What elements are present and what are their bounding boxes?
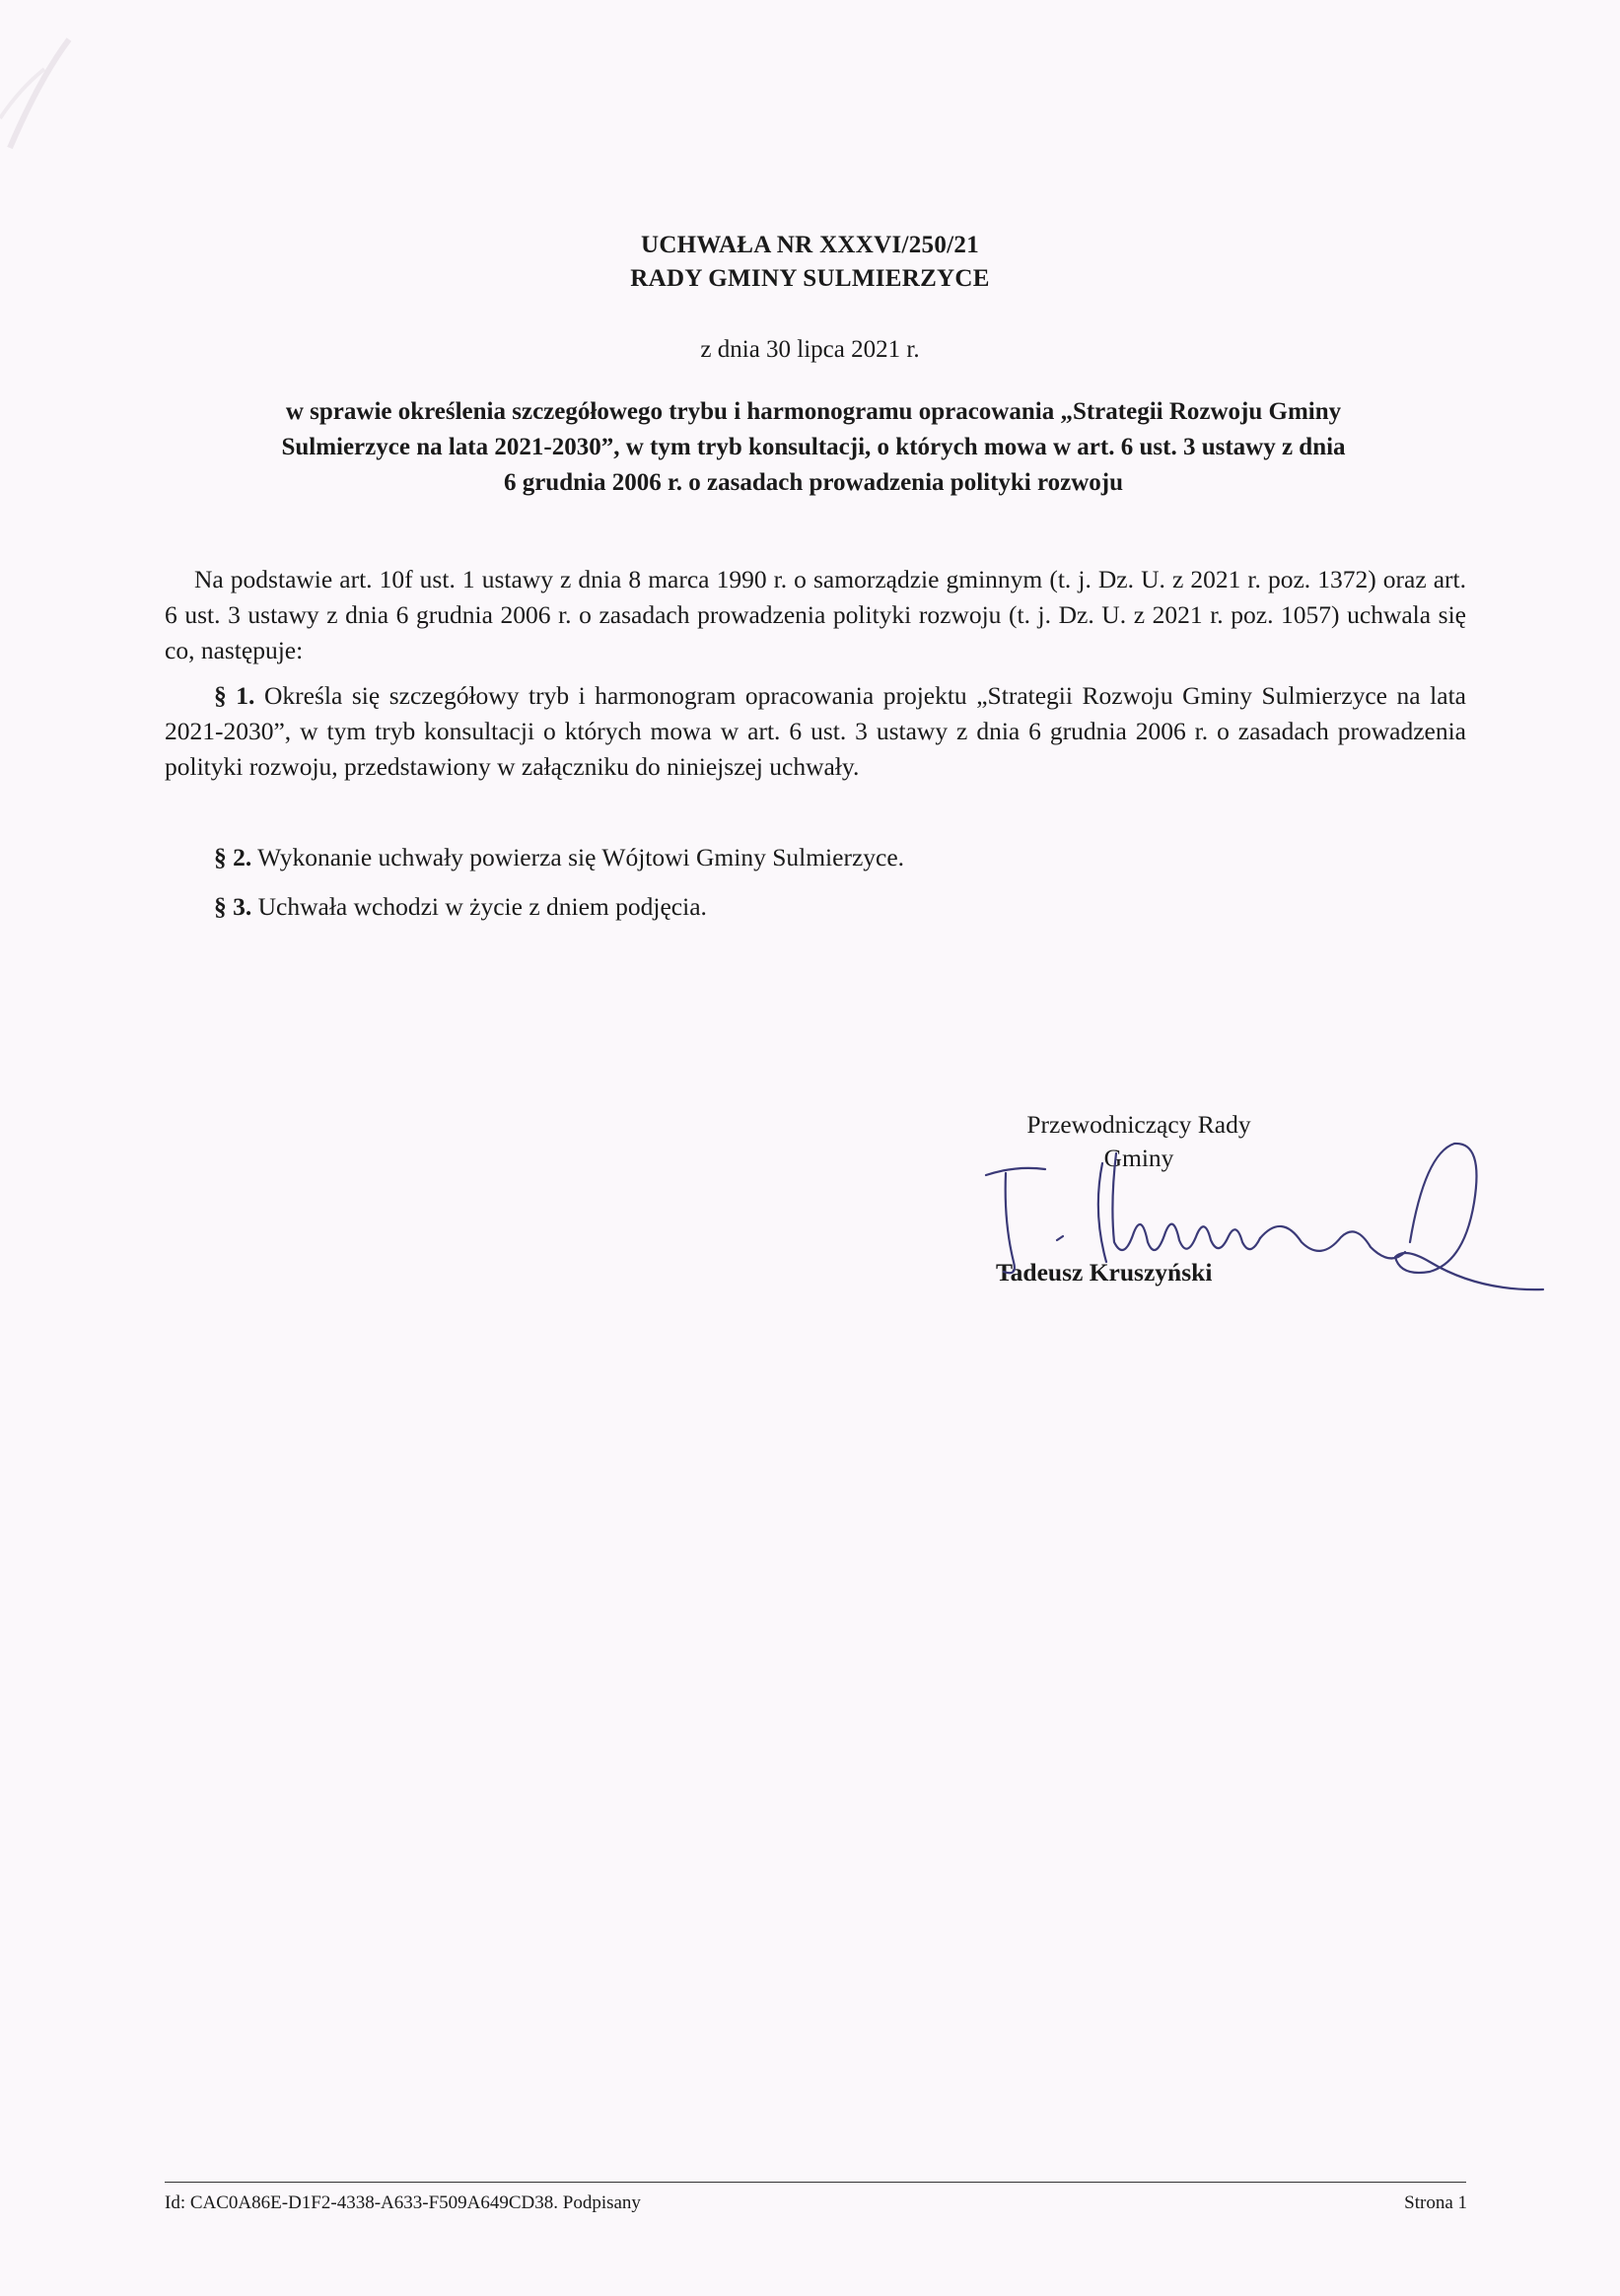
scan-artifact-mark	[0, 0, 158, 197]
section-3-number: § 3.	[214, 892, 252, 921]
subject-line-2: Sulmierzyce na lata 2021-2030”, w tym tryb konsultacji, o których mowa w art. 6 ust. 3 ustawy z dnia	[281, 434, 1346, 460]
footer-divider	[165, 2182, 1466, 2183]
section-1	[165, 678, 1466, 785]
section-2	[214, 840, 1466, 875]
signatory-name: Tadeusz Kruszyński	[996, 1258, 1213, 1287]
section-1-text: Określa się szczegółowy tryb i harmonogram opracowania projektu „Strategii Rozwoju Gminy Sulmierzyce na lata 2021-2030”, w tym tryb konsultacji o których mowa w art. 6 ust. 3 ustawy z dnia 6 grudnia 2006 r. o zasadach prowadzenia polityki rozwoju, przedstawiony w załączniku do niniejszej uchwały.	[165, 681, 1466, 781]
legal-basis-paragraph: Na podstawie art. 10f ust. 1 ustawy z dnia 8 marca 1990 r. o samorządzie gminnym (t. j. Dz. U. z 2021 r. poz. 1372) oraz art. 6 ust. 3 ustawy z dnia 6 grudnia 2006 r. o zasadach prowadzenia polityki rozwoju (t. j. Dz. U. z 2021 r. poz. 1057) uchwala się co, następuje:	[165, 565, 1466, 664]
signatory-role-line-1: Przewodniczący Rady	[1026, 1110, 1251, 1139]
document-id: Id: CAC0A86E-D1F2-4338-A633-F509A649CD38. Podpisany	[165, 2192, 641, 2213]
council-name: RADY GMINY SULMIERZYCE	[630, 265, 990, 292]
section-2-text: Wykonanie uchwały powierza się Wójtowi Gminy Sulmierzyce.	[251, 843, 905, 871]
resolution-subject	[177, 394, 1449, 501]
signatory-role-line-2: Gminy	[1103, 1144, 1174, 1172]
section-3-text: Uchwała wchodzi w życie z dniem podjęcia.	[251, 892, 707, 921]
resolution-number: UCHWAŁA NR XXXVI/250/21	[640, 232, 980, 258]
subject-line-3: 6 grudnia 2006 r. o zasadach prowadzenia polityki rozwoju	[503, 469, 1124, 496]
page-number: Strona 1	[1404, 2192, 1467, 2213]
resolution-header	[0, 229, 1620, 296]
handwritten-signature	[966, 1114, 1558, 1321]
section-2-number: § 2.	[214, 843, 252, 871]
resolution-date: z dnia 30 lipca 2021 r.	[700, 336, 920, 363]
section-1-number: § 1.	[214, 681, 255, 710]
subject-line-1: w sprawie określenia szczegółowego trybu i harmonogramu opracowania „Strategii Rozwoju Gminy	[285, 398, 1342, 425]
section-3	[214, 889, 1466, 925]
